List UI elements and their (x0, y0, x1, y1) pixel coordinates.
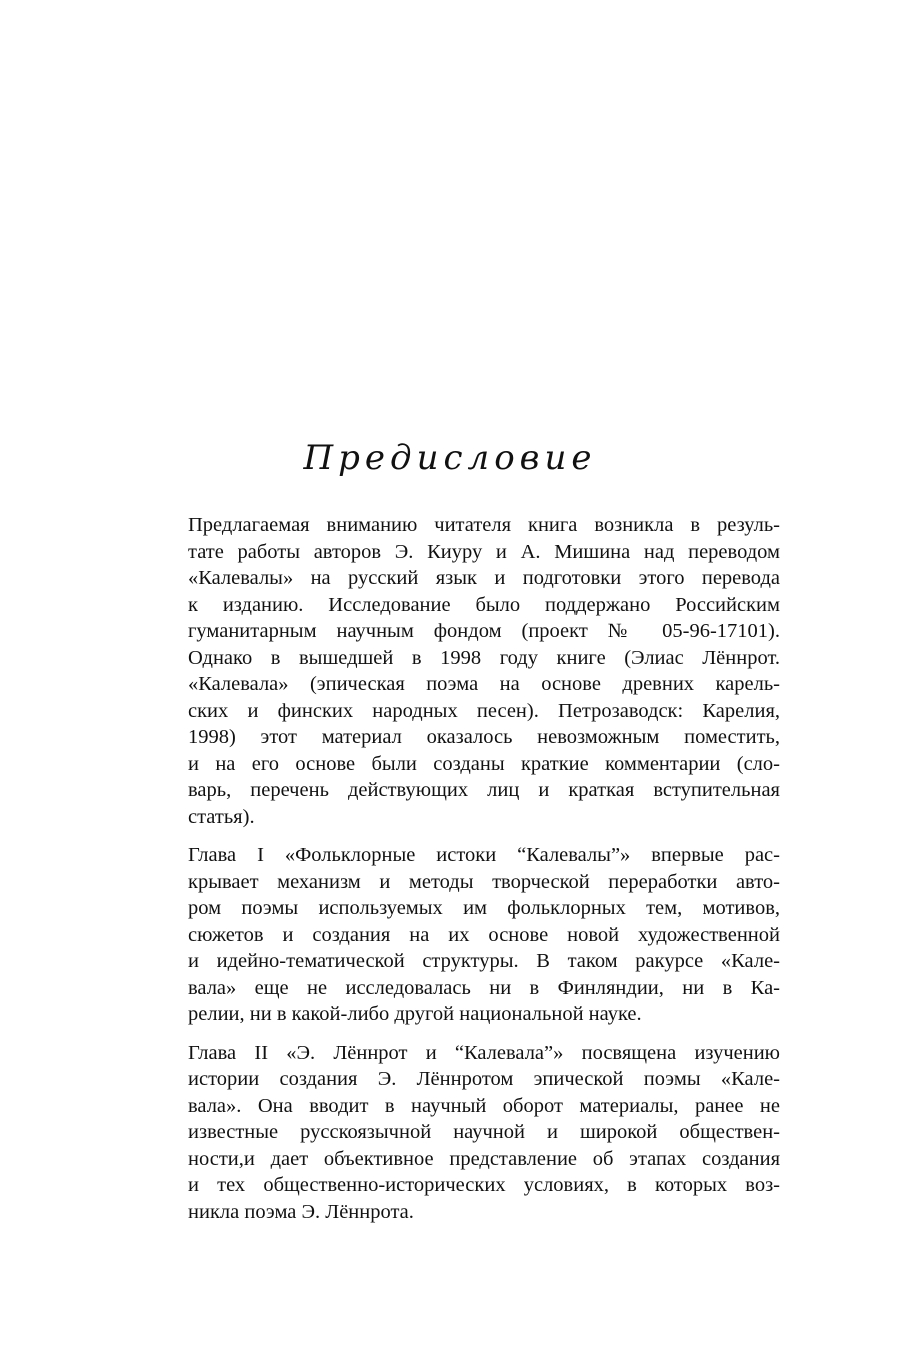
paragraph-1 (188, 512, 780, 830)
text-line: ром поэмы используемых им фольклорных тем, мотивов, (188, 897, 780, 919)
text-line: вала». Она вводит в научный оборот материалы, ранее не (188, 1094, 780, 1117)
text-line: статья). (188, 805, 255, 828)
page-title: Предисловие (303, 438, 597, 478)
text-line: релии, ни в какой-либо другой национальной науке. (188, 1003, 642, 1025)
text-line: 1998) этот материал оказалось невозможным поместить, (188, 726, 780, 748)
text-line: тате работы авторов Э. Киуру и А. Мишина над переводом (188, 540, 780, 563)
text-line: и на его основе были созданы краткие комментарии (сло- (188, 752, 780, 775)
text-line: известные русскоязычной научной и широкой обществен- (188, 1121, 780, 1143)
text-line: крывает механизм и методы творческой переработки авто- (188, 870, 780, 893)
text-line: варь, перечень действующих лиц и краткая вступительная (188, 779, 780, 801)
text-line: вала» еще не исследовалась ни в Финляндии, ни в Ка- (188, 976, 780, 999)
text-line: сюжетов и создания на их основе новой художественной (188, 923, 780, 946)
text-line: и тех общественно-исторических условиях, в которых воз- (188, 1174, 780, 1196)
text-line: и идейно-тематической структуры. В таком ракурсе «Кале- (188, 950, 780, 972)
text-line: гуманитарным научным фондом (проект № 05-96-17101). (188, 620, 780, 642)
text-line: истории создания Э. Лённротом эпической поэмы «Кале- (188, 1068, 780, 1090)
text-line: Предлагаемая вниманию читателя книга возникла в резуль- (188, 514, 780, 536)
text-line: никла поэма Э. Лённрота. (188, 1200, 414, 1223)
text-line: «Калевалы» на русский язык и подготовки этого перевода (188, 567, 780, 589)
paragraph-3 (188, 1040, 780, 1226)
text-line: ности,и дает объективное представление об этапах создания (188, 1147, 780, 1170)
text-line: Глава I «Фольклорные истоки “Калевалы”» впервые рас- (188, 844, 780, 866)
text-line: Глава II «Э. Лённрот и “Калевала”» посвящена изучению (188, 1041, 780, 1064)
text-line: «Калевала» (эпическая поэма на основе древних карель- (188, 673, 780, 695)
text-line: ских и финских народных песен). Петрозаводск: Карелия, (188, 699, 780, 722)
text-line: Однако в вышедшей в 1998 году книге (Элиас Лённрот. (188, 646, 780, 669)
paragraph-2 (188, 842, 780, 1028)
preface-body (188, 512, 780, 1225)
text-line: к изданию. Исследование было поддержано Российским (188, 593, 780, 616)
